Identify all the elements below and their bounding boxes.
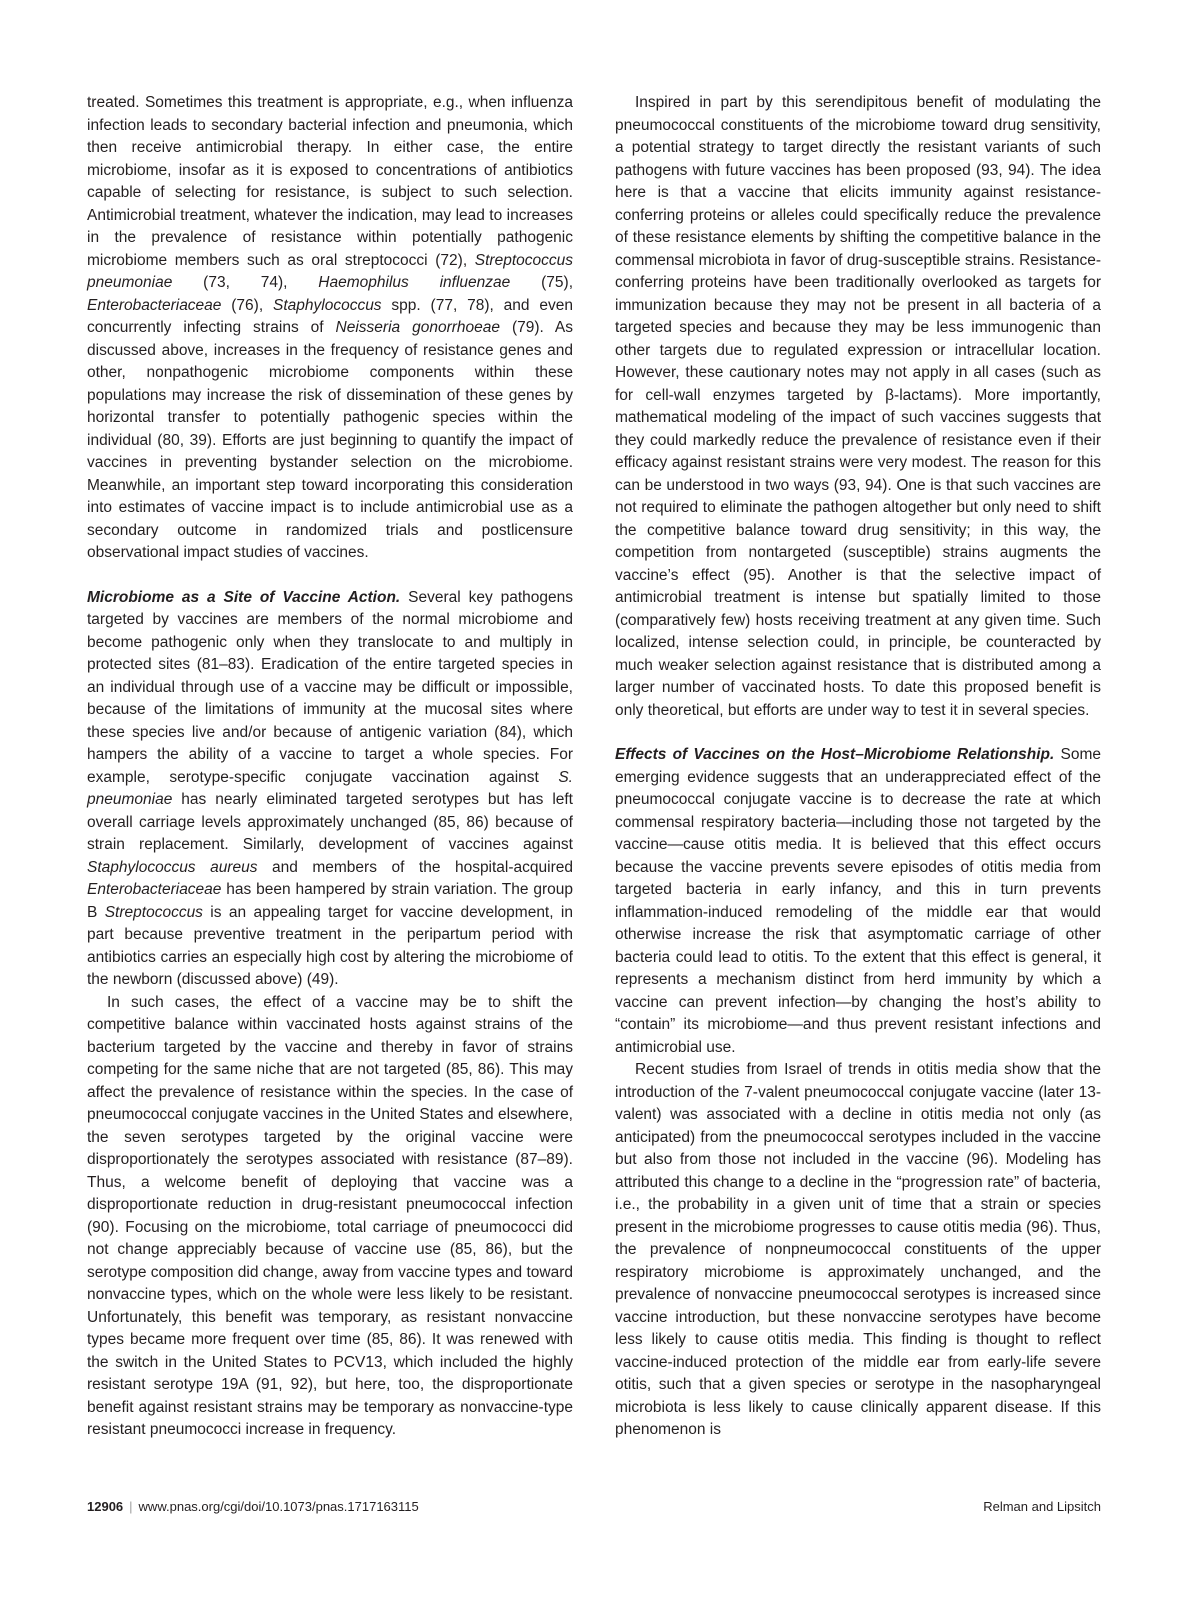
taxon-name: Streptococcus pneumoniae	[87, 251, 573, 291]
taxon-name: Enterobacteriaceae	[87, 881, 222, 898]
taxon-name: Haemophilus influenzae	[318, 274, 511, 291]
footer-authors: Relman and Lipsitch	[983, 1499, 1101, 1514]
right-paragraph-2: Effects of Vaccines on the Host–Microbiome Relationship. Some emerging evidence suggests that an underappreciated effect of the pneumococcal conjugate vaccine is to decrease the rate at which commensal respiratory bacteria—including those not targeted by the vaccine—cause otitis media. It is believed that this effect occurs because the vaccine prevents severe episodes of otitis media from targeted bacteria in early infancy, and this in turn prevents inflammation-induced remodeling of the middle ear that would otherwise increase the risk that asymptomatic carriage of other bacteria could lead to otitis. To the extent that this effect is general, it represents a mechanism distinct from herd immunity by which a vaccine can prevent infection—by changing the host’s ability to “contain” its microbiome—and thus prevent resistant infections and antimicrobial use.	[615, 746, 1101, 1056]
left-paragraph-1: treated. Sometimes this treatment is appropriate, e.g., when influenza infection leads to secondary bacterial infection and pneumonia, which then receive antimicrobial therapy. In either case, the entire microbiome, insofar as it is exposed to concentrations of antibiotics capable of selecting for resistance, is subject to such selection. Antimicrobial treatment, whatever the indication, may lead to increases in the prevalence of resistance within potentially pathogenic microbiome members such as oral streptococci (72), Streptococcus pneumoniae (73, 74), Haemophilus influenzae (75), Enterobacteriaceae (76), Staphylococcus spp. (77, 78), and even concurrently infecting strains of Neisseria gonorrhoeae (79). As discussed above, increases in the frequency of resistance genes and other, nonpathogenic microbiome components within these populations may increase the risk of dissemination of these genes by horizontal transfer to potentially pathogenic species within the individual (80, 39). Efforts are just beginning to quantify the impact of vaccines in preventing bystander selection on the microbiome. Meanwhile, an important step toward incorporating this consideration into estimates of vaccine impact is to include antimicrobial use as a secondary outcome in randomized trials and postlicensure observational impact studies of vaccines.	[87, 94, 574, 561]
page-number: 12906	[87, 1499, 124, 1514]
taxon-name: Neisseria gonorrhoeae	[335, 319, 500, 336]
taxon-name: Staphylococcus aureus	[87, 858, 258, 876]
left-paragraph-2: Microbiome as a Site of Vaccine Action. Several key pathogens targeted by vaccines are members of the normal microbiome and become pathogenic only when they translocate to and multiply in protected sites (81–83). Eradication of the entire targeted species in an individual through use of a vaccine may be difficult or impossible, because of the limitations of immunity at the mucosal sites where these species live and/or because of antigenic variation (84), which hampers the ability of a vaccine to target a whole species. For example, serotype-specific conjugate vaccination against S. pneumoniae has nearly eliminated targeted serotypes but has left overall carriage levels approximately unchanged (85, 86) because of strain replacement. Similarly, development of vaccines against Staphylococcus aureus and members of the hospital-acquired Enterobacteriaceae has been hampered by strain variation. The group B Streptococcus is an appealing target for vaccine development, in part because preventive treatment in the peripartum period with antibiotics carries an especially high cost by altering the microbiome of the newborn (discussed above) (49).	[87, 588, 573, 988]
right-paragraph-3: Recent studies from Israel of trends in otitis media show that the introduction of the 7-valent pneumococcal conjugate vaccine (later 13-valent) was associated with a decline in otitis media not only (as anticipated) from the pneumococcal serotypes included in the vaccine but also from those not included in the vaccine (96). Modeling has attributed this change to a decline in the “progression rate” of bacteria, i.e., the probability in a given unit of time that a strain or species present in the microbiome progresses to cause otitis media (96). Thus, the prevalence of nonpneumococcal constituents of the upper respiratory microbiome is approximately unchanged, and the prevalence of nonvaccine pneumococcal serotypes is increased since vaccine introduction, but these nonvaccine serotypes have become less likely to cause otitis media. This finding is thought to reflect vaccine-induced protection of the middle ear from early-life severe otitis, such that a given species or serotype in the nasopharyngeal microbiota is less likely to cause clinically apparent disease. If this phenomenon is	[615, 1061, 1101, 1438]
doi-link[interactable]: www.pnas.org/cgi/doi/10.1073/pnas.1717163115	[138, 1499, 419, 1514]
footer-separator: |	[129, 1499, 133, 1514]
page-footer	[87, 1499, 1101, 1515]
taxon-name: Staphylococcus	[273, 296, 382, 314]
taxon-name: S. pneumoniae	[87, 768, 573, 808]
left-column	[87, 92, 573, 1442]
section-heading-host-microbiome: Effects of Vaccines on the Host–Microbiome Relationship.	[615, 746, 1055, 763]
right-paragraph-1: Inspired in part by this serendipitous benefit of modulating the pneumococcal constituents of the microbiome toward drug sensitivity, a potential strategy to target directly the resistant variants of such pathogens with future vaccines has been proposed (93, 94). The idea here is that a vaccine that elicits immunity against resistance-conferring proteins or alleles could specifically reduce the prevalence of these resistance elements by shifting the competitive balance in the commensal microbiota in favor of drug-susceptible strains. Resistance-conferring proteins have been traditionally overlooked as targets for immunization because they may not be present in all bacteria of a targeted species and because they may be less immunogenic than other targets due to regulated expression or intracellular location. However, these cautionary notes may not apply in all cases (such as for cell-wall enzymes targeted by β-lactams). More importantly, mathematical modeling of the impact of such vaccines suggests that they could markedly reduce the prevalence of resistance even if their efficacy against resistant strains were very modest. The reason for this can be understood in two ways (93, 94). One is that such vaccines are not required to eliminate the pathogen altogether but only need to shift the competitive balance toward drug sensitivity; in this way, the competition from nontargeted (susceptible) strains augments the vaccine’s effect (95). Another is that the selective impact of antimicrobial treatment is intense but spatially limited to those (comparatively few) hosts receiving treatment at any given time. Such localized, intense selection could, in principle, be counteracted by much weaker selection against resistance that is distributed among a larger number of vaccinated hosts. To date this proposed benefit is only theoretical, but efforts are under way to test it in several species.	[615, 94, 1101, 719]
right-column	[615, 92, 1101, 1442]
footer-left	[87, 1499, 419, 1515]
taxon-name: Enterobacteriaceae	[87, 296, 222, 314]
section-heading-vaccine-action: Microbiome as a Site of Vaccine Action.	[87, 588, 401, 606]
taxon-name: Streptococcus	[104, 903, 203, 921]
left-paragraph-3: In such cases, the effect of a vaccine may be to shift the competitive balance within vaccinated hosts against strains of the bacterium targeted by the vaccine and thereby in favor of strains competing for the same niche that are not targeted (85, 86). This may affect the prevalence of resistance within the species. In the case of pneumococcal conjugate vaccines in the United States and elsewhere, the seven serotypes targeted by the original vaccine were disproportionately the serotypes associated with resistance (87–89). Thus, a welcome benefit of deploying that vaccine was a disproportionate reduction in drug-resistant pneumococcal infection (90). Focusing on the microbiome, total carriage of pneumococci did not change appreciably because of vaccine use (85, 86), but the serotype composition did change, away from vaccine types and toward nonvaccine types, which on the whole were less likely to be resistant. Unfortunately, this benefit was temporary, as resistant nonvaccine types became more frequent over time (85, 86). It was renewed with the switch in the United States to PCV13, which included the highly resistant serotype 19A (91, 92), but here, too, the disproportionate benefit against resistant strains may be temporary as nonvaccine-type resistant pneumococci increase in frequency.	[87, 993, 573, 1438]
